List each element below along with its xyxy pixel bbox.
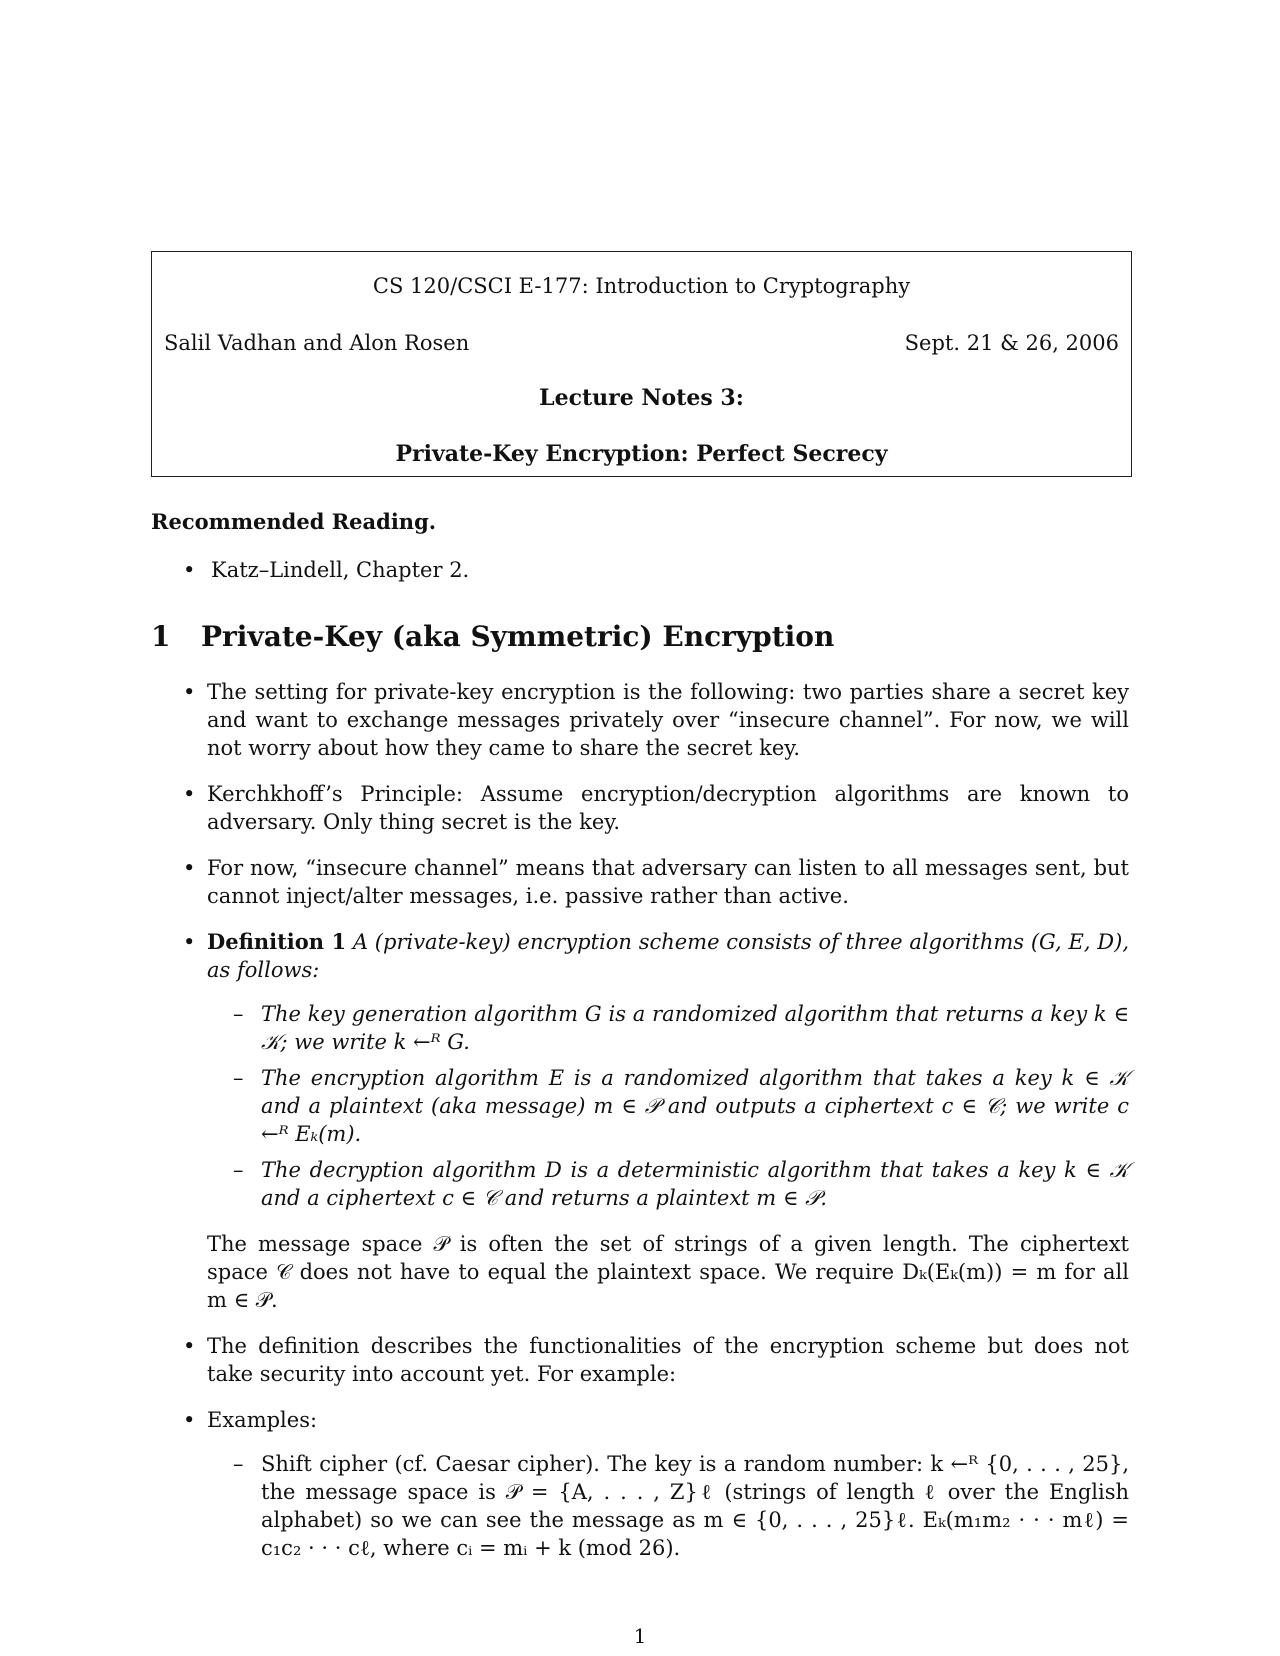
title-box [151, 251, 1132, 477]
bullet-text: The definition describes the functionalities of the encryption scheme but does not take security into account yet. For example: [207, 1334, 1129, 1386]
bullet-icon: • [183, 1408, 196, 1432]
reading-item-text: Katz–Lindell, Chapter 2. [211, 558, 470, 582]
course-title: CS 120/CSCI E-177: Introduction to Cryptography [372, 274, 911, 298]
dash-icon: – [233, 1158, 244, 1182]
list-item [183, 780, 1129, 836]
definition-followup: The message space 𝒫 is often the set of strings of a given length. The ciphertext space 𝒞 does not have to equal the plaintext space. We require Dₖ(Eₖ(m)) = m for all m ∈ 𝒫. [207, 1232, 1129, 1312]
definition-sublist [233, 1000, 1129, 1212]
subitem-text: The key generation algorithm G is a randomized algorithm that returns a key k ∈ 𝒦; we write k ←ᴿ G. [261, 1002, 1129, 1054]
lecture-date: Sept. 21 & 26, 2006 [904, 331, 1119, 355]
section-title: Private-Key (aka Symmetric) Encryption [201, 620, 835, 653]
authors: Salil Vadhan and Alon Rosen [164, 331, 470, 355]
examples-label: Examples: [207, 1408, 318, 1432]
definition-subitem [233, 1064, 1129, 1148]
dash-icon: – [233, 1452, 244, 1476]
subitem-text: The encryption algorithm E is a randomized algorithm that takes a key k ∈ 𝒦 and a plaintext (aka message) m ∈ 𝒫 and outputs a ciphertext c ∈ 𝒞; we write c ←ᴿ Eₖ(m). [261, 1066, 1129, 1146]
page-number: 1 [633, 1624, 647, 1648]
recommended-reading-heading: Recommended Reading. [151, 509, 437, 534]
subitem-text: Shift cipher (cf. Caesar cipher). The key is a random number: k ←ᴿ {0, . . . , 25}, the message space is 𝒫 = {A, . . . , Z}ℓ (strings of length ℓ over the English alphabet) so we can see the message as m ∈ {0, . . . , 25}ℓ. Eₖ(m₁m₂ · · · mℓ) = c₁c₂ · · · cℓ, where cᵢ = mᵢ + k (mod 26). [261, 1452, 1129, 1560]
examples-item [183, 1406, 1129, 1562]
bullet-text: Kerchkhoff’s Principle: Assume encryption/decryption algorithms are known to adversary. Only thing secret is the key. [207, 782, 1129, 834]
bullet-icon: • [183, 1334, 196, 1358]
example-subitem [233, 1450, 1129, 1562]
dash-icon: – [233, 1002, 244, 1026]
list-item [183, 854, 1129, 910]
lecture-number: Lecture Notes 3: [539, 385, 744, 411]
definition-item [183, 928, 1129, 1314]
bullet-icon: • [183, 558, 196, 582]
definition-subitem [233, 1156, 1129, 1212]
list-item [183, 1332, 1129, 1388]
bullet-text: The setting for private-key encryption is the following: two parties share a secret key and want to exchange messages privately over “insecure channel”. For now, we will not worry about how they came to share the secret key. [207, 680, 1129, 760]
reading-list-item [183, 556, 1280, 584]
bullet-icon: • [183, 782, 196, 806]
definition-label: Definition 1 [207, 929, 347, 954]
section-number: 1 [151, 620, 171, 653]
definition-subitem [233, 1000, 1129, 1056]
section-heading [151, 620, 834, 654]
dash-icon: – [233, 1066, 244, 1090]
list-item [183, 678, 1129, 762]
definition-text: A (private-key) encryption scheme consists of three algorithms (G, E, D), as follows: [207, 930, 1129, 982]
bullet-text: For now, “insecure channel” means that adversary can listen to all messages sent, but cannot inject/alter messages, i.e. passive rather than active. [207, 856, 1129, 908]
bullet-icon: • [183, 680, 196, 704]
subitem-text: The decryption algorithm D is a deterministic algorithm that takes a key k ∈ 𝒦 and a ciphertext c ∈ 𝒞 and returns a plaintext m ∈ 𝒫. [261, 1158, 1129, 1210]
bullet-icon: • [183, 856, 196, 880]
bullet-icon: • [183, 930, 196, 954]
examples-sublist [233, 1450, 1129, 1562]
section-body [183, 678, 1129, 1580]
lecture-title: Private-Key Encryption: Perfect Secrecy [395, 441, 888, 467]
